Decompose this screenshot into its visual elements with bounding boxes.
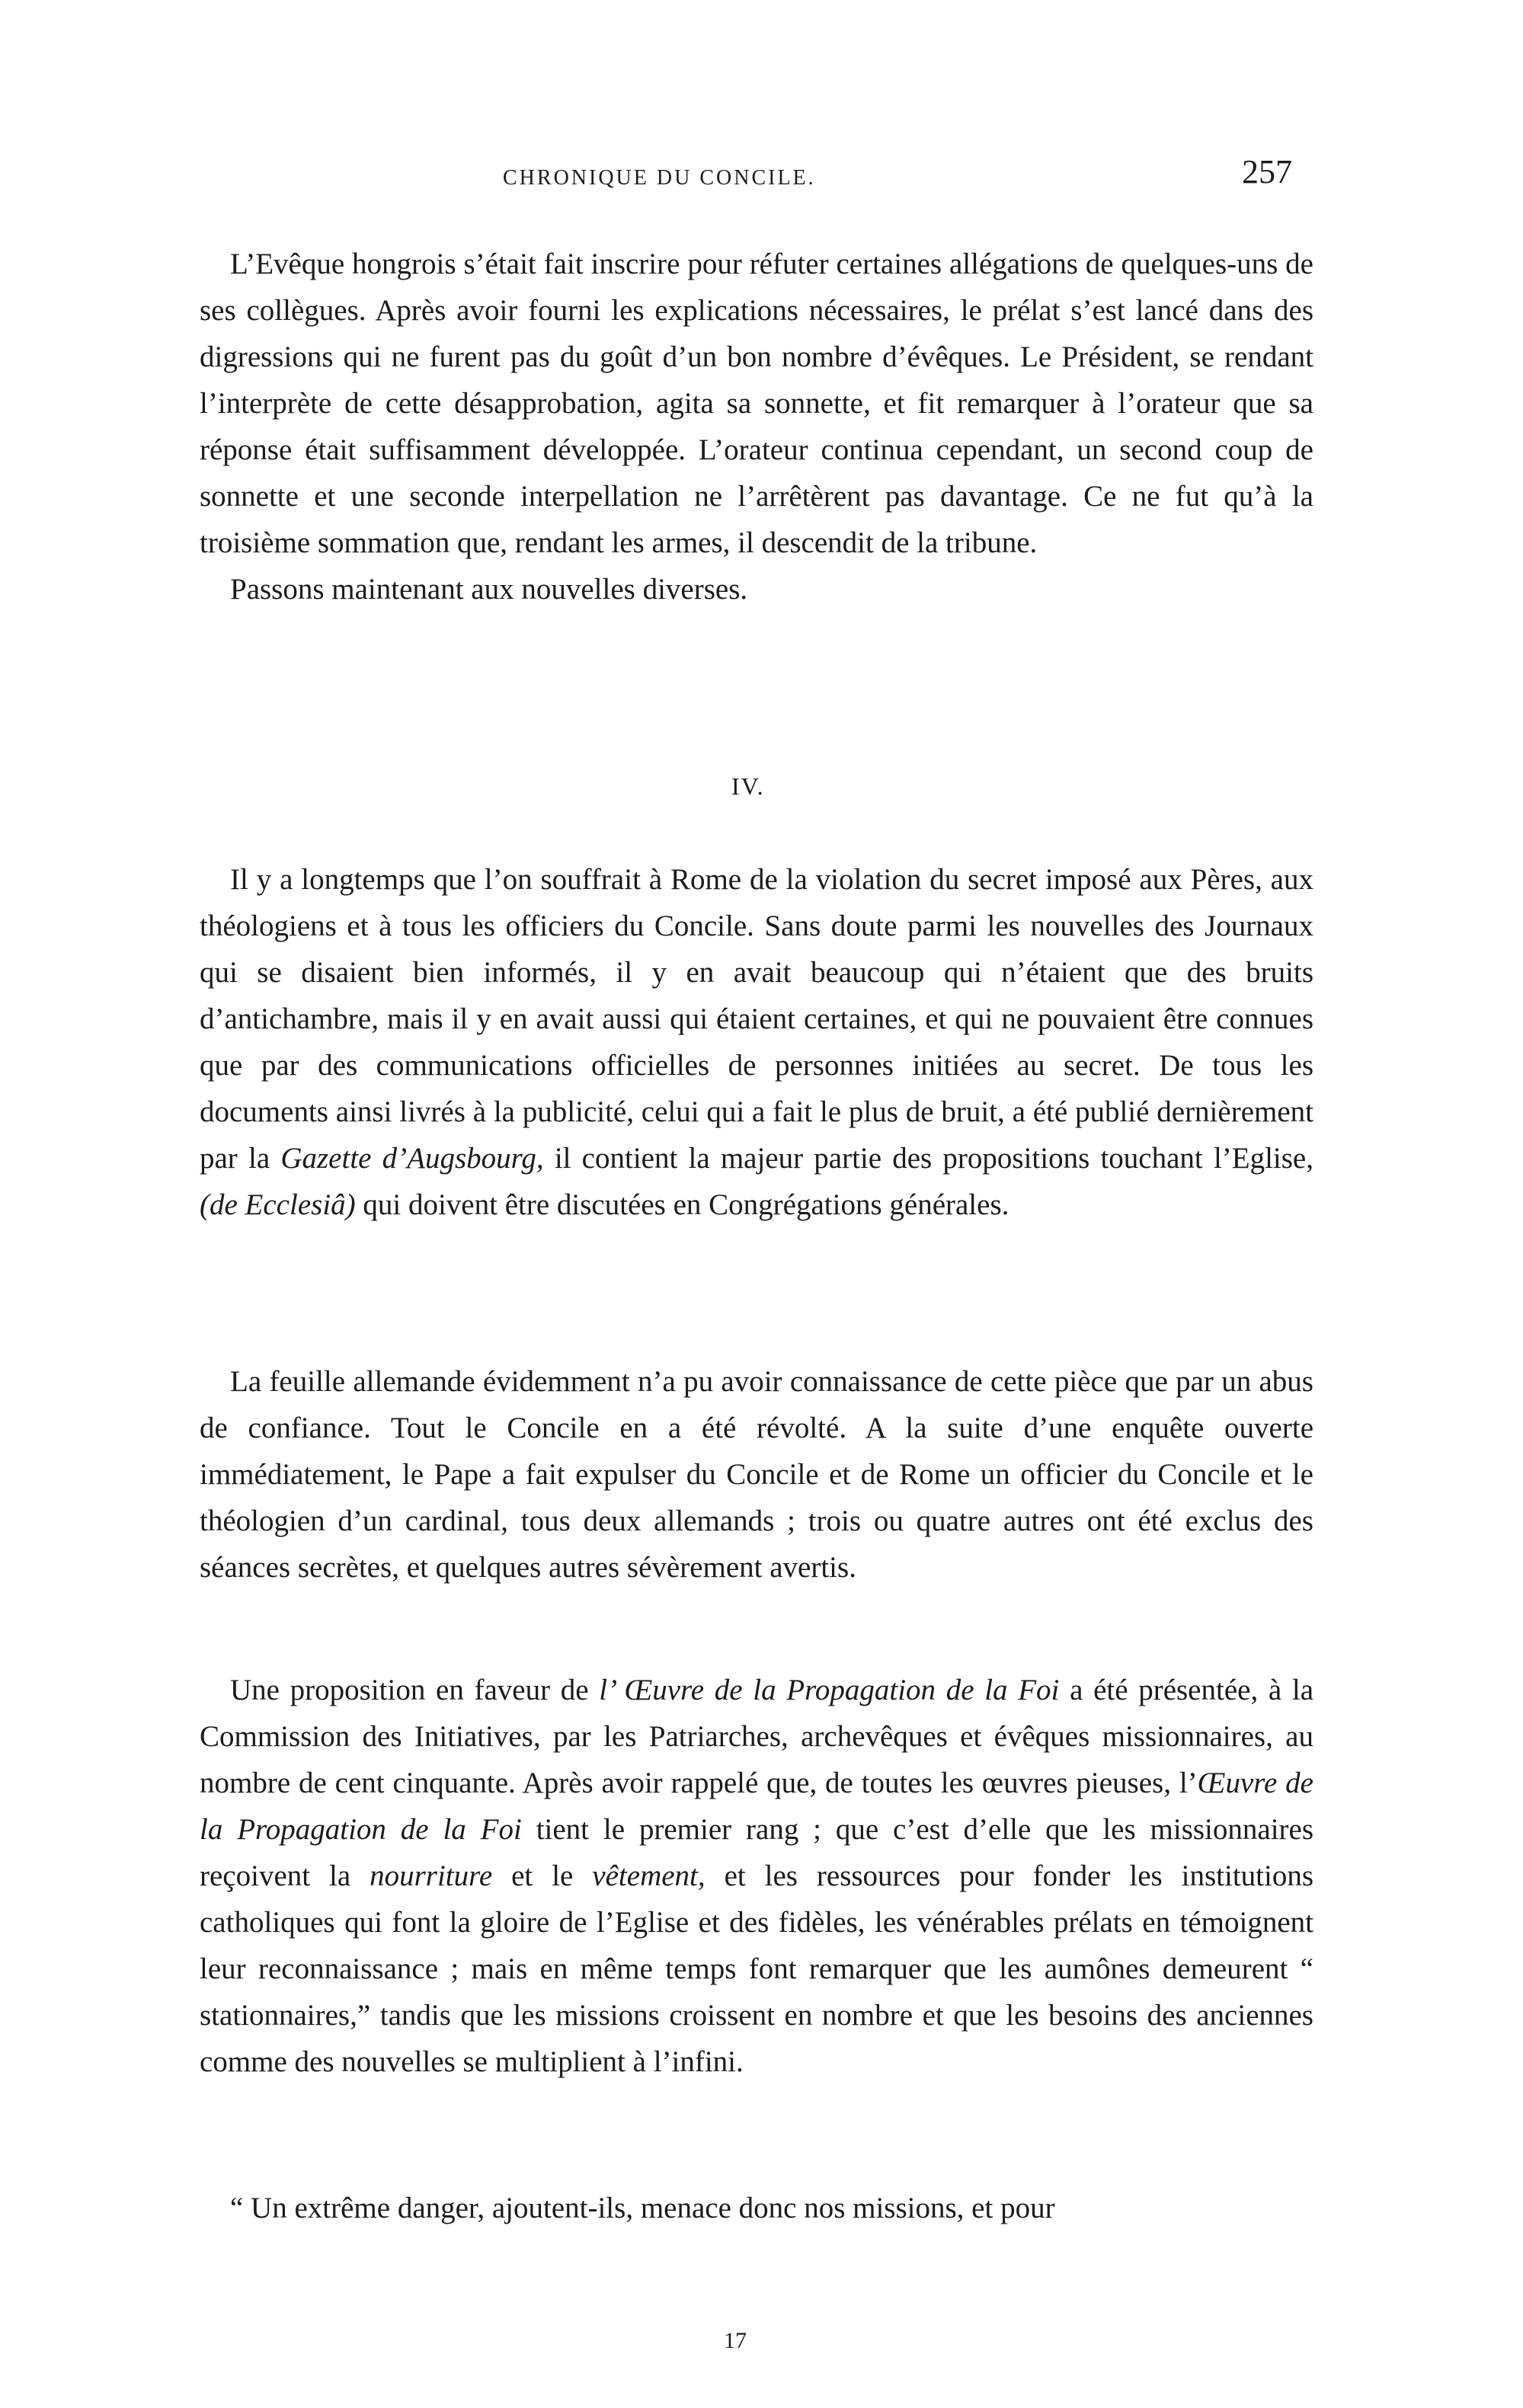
italic-gazette: Gazette d’Augsbourg,: [280, 1142, 544, 1175]
paragraph-eveque-hongrois: L’Evêque hongrois s’était fait inscrire pour réfuter certaines allégations de quelques-uns de ses collègues. Après avoir fourni les explications nécessaires, le prélat s’est lancé dans des digressions qui ne furent pas du goût d’un bon nombre d’évêques. Le Président, se rendant l’interprète de cette désapprobation, agita sa sonnette, et fit remarquer à l’orateur que sa réponse était suffisamment développée. L’orateur continua cependant, un second coup de sonnette et une seconde interpellation ne l’arrêtèrent pas davantage. Ce ne fut qu’à la troisième sommation que, rendant les armes, il descendit de la tribune.: [200, 248, 1313, 559]
italic-oeuvre-1: l’ Œuvre de la Propagation de la Foi: [599, 1674, 1060, 1706]
text-run: a été présentée, à la Commission des Initiatives, par les Patriarches, archevêques et évêques missionnaires, au nombre de cent cinquante. Après avoir rappelé que, de toutes les œuvres pieuses, l’: [200, 1674, 1314, 1799]
paragraph-block-4: [200, 1667, 1313, 2085]
margin-scan-artifact: [163, 2194, 171, 2331]
paragraph-violation-secret: [200, 856, 1313, 1228]
text-run: et le: [511, 1860, 574, 1892]
paragraph-block-5: [200, 2185, 1313, 2231]
section-number: IV.: [731, 772, 765, 800]
paragraph-block-2: [200, 856, 1313, 1228]
paragraph-block-3: [200, 1358, 1313, 1591]
text-run: Une proposition en faveur de: [230, 1674, 589, 1706]
text-run: Il y a longtemps que l’on souffrait à Rome de la violation du secret imposé aux Pères, aux théologiens et à tous les officiers du Concile. Sans doute parmi les nouvelles des Journaux qui se disaient bien informés, il y en avait beaucoup qui n’étaient que des bruits d’antichambre, mais il y en avait aussi qui étaient certaines, et qui ne pouvaient être connues que par des communications officielles de personnes initiées au secret. De tous les documents ainsi livrés à la publicité, celui qui a fait le plus de bruit, a été publié dernièrement par la: [200, 863, 1313, 1175]
italic-nourriture: nourriture: [370, 1860, 493, 1892]
text-run: il contient la majeur partie des propositions touchant l’Eglise,: [554, 1142, 1313, 1175]
italic-oeuvre-2: Œuvre de la Propagation de la Foi: [200, 1767, 1313, 1846]
text-run: et les ressources pour fonder les institutions catholiques qui font la gloire de l’Eglise et des fidèles, les vénérables prélats en témoignent leur reconnaissance ; mais en même temps font remarquer que les aumônes demeurent “ stationnaires,” tandis que les missions croissent en nombre et que les besoins des anciennes comme des nouvelles se multiplient à l’infini.: [200, 1860, 1314, 2078]
italic-vetement: vêtement,: [592, 1860, 706, 1892]
text-run: tient le premier rang ; que c’est d’elle que les missionnaires reçoivent la: [200, 1813, 1314, 1892]
signature-mark: 17: [724, 2328, 747, 2353]
running-title: CHRONIQUE DU CONCILE.: [503, 166, 816, 190]
paragraph-nouvelles-diverses: Passons maintenant aux nouvelles diverses.: [230, 573, 748, 606]
paragraph-proposition-propagation: [200, 1667, 1313, 2085]
italic-de-ecclesia: (de Ecclesiâ): [200, 1188, 356, 1221]
paragraph-block-1: [200, 241, 1313, 612]
paragraph-feuille-allemande: La feuille allemande évidemment n’a pu avoir connaissance de cette pièce que par un abus de confiance. Tout le Concile en a été révolté. A la suite d’une enquête ouverte immédiatement, le Pape a fait expulser du Concile et de Rome un officier du Concile et le théologien d’un cardinal, tous deux allemands ; trois ou quatre autres ont été exclus des séances secrètes, et quelques autres sévèrement avertis.: [200, 1365, 1313, 1584]
page-number: 257: [1242, 153, 1292, 190]
text-run: qui doivent être discutées en Congrégations générales.: [363, 1188, 1009, 1221]
paragraph-extreme-danger: “ Un extrême danger, ajoutent-ils, menace donc nos missions, et pour: [230, 2192, 1055, 2224]
